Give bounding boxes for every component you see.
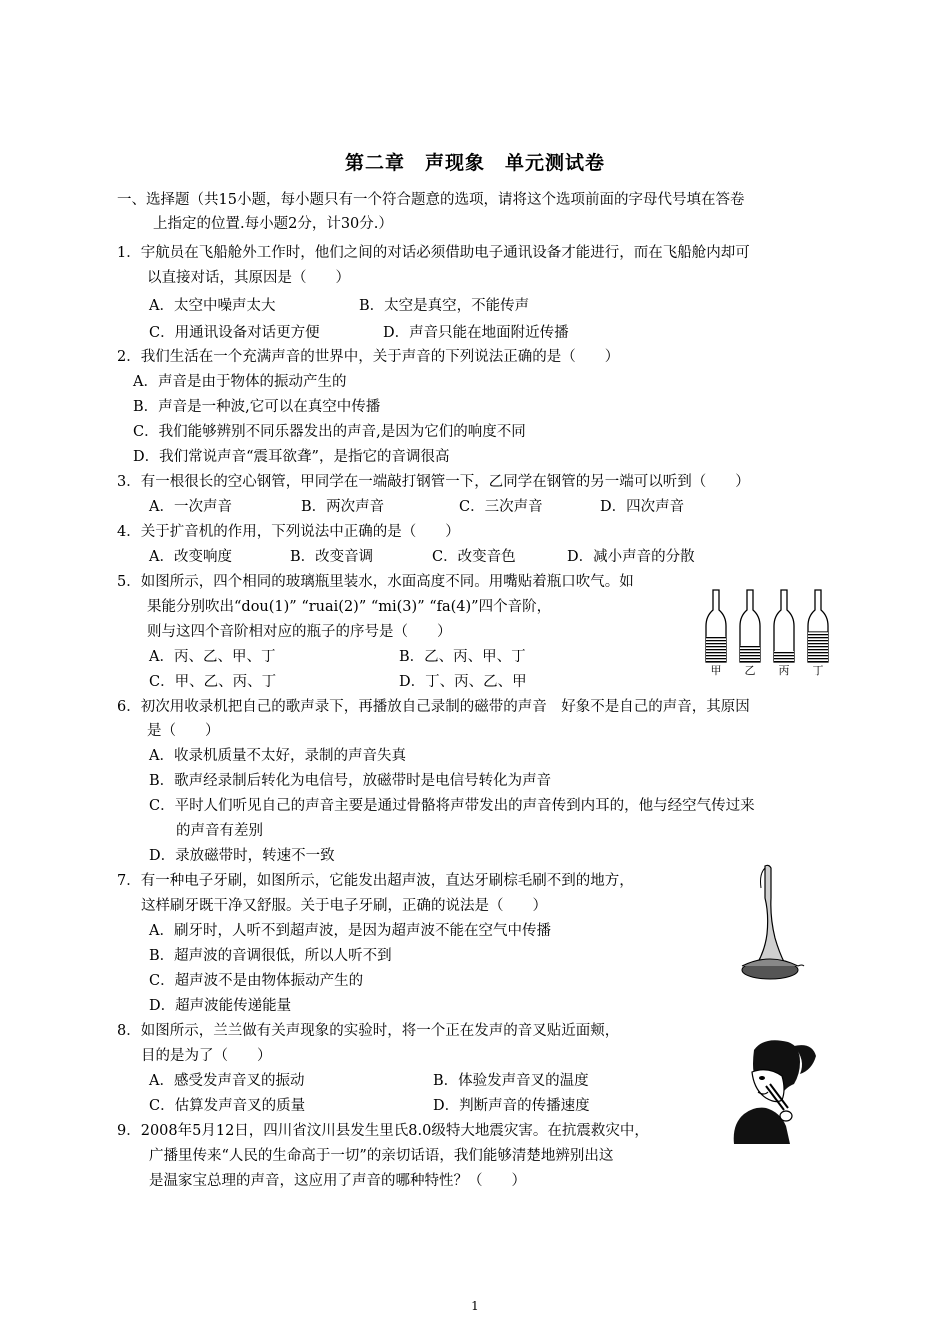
q4-option-d: D．减小声音的分散 xyxy=(567,549,695,565)
toothbrush-figure xyxy=(728,862,808,982)
q4-option-b: B．改变音调 xyxy=(290,549,374,565)
q8-option-d: D．判断声音的传播速度 xyxy=(433,1098,590,1114)
q5-stem-cont2: 则与这四个音阶相对应的瓶子的序号是（ ） xyxy=(147,624,452,640)
q8-option-b: B．体验发声音叉的温度 xyxy=(433,1073,589,1089)
q8-stem: 8．如图所示，兰兰做有关声现象的实验时，将一个正在发声的音叉贴近面颊， xyxy=(117,1023,620,1039)
q2-option-a: A．声音是由于物体的振动产生的 xyxy=(133,374,347,390)
q3-option-b: B．两次声音 xyxy=(301,499,385,515)
section-intro: 一、选择题（共15小题，每小题只有一个符合题意的选项，请将这个选项前面的字母代号填在答卷 xyxy=(117,192,745,208)
q9-stem-cont2: 是温家宝总理的声音，这应用了声音的哪种特性？（ ） xyxy=(149,1173,526,1189)
bottle-label: 乙 xyxy=(744,664,756,677)
q6-option-c-cont: 的声音有差别 xyxy=(176,823,263,839)
q5-option-c: C．甲、乙、丙、丁 xyxy=(149,674,277,690)
q6-option-a: A．收录机质量不太好，录制的声音失真 xyxy=(149,748,406,764)
q8-option-c: C．估算发声音叉的质量 xyxy=(149,1098,306,1114)
q5-stem: 5．如图所示，四个相同的玻璃瓶里装水，水面高度不同。用嘴贴着瓶口吹气。如 xyxy=(117,574,634,590)
girl-tuning-fork-figure xyxy=(724,1036,824,1144)
q3-stem: 3．有一根很长的空心钢管，甲同学在一端敲打钢管一下，乙同学在钢管的另一端可以听到（ ） xyxy=(117,474,750,490)
q7-option-c: C．超声波不是由物体振动产生的 xyxy=(149,973,364,989)
bottle-water xyxy=(740,646,760,662)
bottle-label: 丙 xyxy=(778,664,790,677)
q5-option-a: A．丙、乙、甲、丁 xyxy=(149,649,276,665)
q7-option-a: A．刷牙时，人听不到超声波，是因为超声波不能在空气中传播 xyxy=(149,923,551,939)
q6-option-b: B．歌声经录制后转化为电信号，放磁带时是电信号转化为声音 xyxy=(149,773,552,789)
q1-option-b: B．太空是真空，不能传声 xyxy=(359,298,530,314)
q2-option-b: B．声音是一种波,它可以在真空中传播 xyxy=(133,399,381,415)
bottle-water xyxy=(706,637,726,662)
q3-option-d: D．四次声音 xyxy=(600,499,685,515)
q8-stem-cont: 目的是为了（ ） xyxy=(141,1048,272,1064)
q4-stem: 4．关于扩音机的作用，下列说法中正确的是（ ） xyxy=(117,524,460,540)
bottle-water xyxy=(774,651,794,662)
q2-stem: 2．我们生活在一个充满声音的世界中，关于声音的下列说法正确的是（ ） xyxy=(117,349,620,365)
bottle-water xyxy=(808,631,828,662)
q6-stem-cont: 是（ ） xyxy=(147,723,220,739)
q1-stem: 1．宇航员在飞船舱外工作时，他们之间的对话必须借助电子通讯设备才能进行，而在飞船舱内却可 xyxy=(117,245,750,261)
q5-option-d: D．丁、丙、乙、甲 xyxy=(399,674,527,690)
q7-stem-cont: 这样刷牙既干净又舒服。关于电子牙刷，正确的说法是（ ） xyxy=(141,898,547,914)
q3-option-a: A．一次声音 xyxy=(149,499,232,515)
bottle-label: 甲 xyxy=(710,664,722,677)
q1-stem-cont: 以直接对话，其原因是（ ） xyxy=(147,270,350,286)
q5-stem-cont: 果能分别吹出“dou(1)” “ruai(2)” “mi(3)” “fa(4)”四个音阶， xyxy=(147,599,552,615)
q7-option-d: D．超声波能传递能量 xyxy=(149,998,292,1014)
q7-option-b: B．超声波的音调很低，所以人听不到 xyxy=(149,948,392,964)
q6-option-c: C．平时人们听见自己的声音主要是通过骨骼将声带发出的声音传到内耳的，他与经空气传过来 xyxy=(149,798,755,814)
q4-option-c: C．改变音色 xyxy=(432,549,516,565)
q4-option-a: A．改变响度 xyxy=(149,549,232,565)
bottle-label: 丁 xyxy=(812,664,824,677)
q5-option-b: B．乙、丙、甲、丁 xyxy=(399,649,526,665)
bottle xyxy=(774,590,794,677)
q6-option-d: D．录放磁带时，转速不一致 xyxy=(149,848,335,864)
bottle xyxy=(706,590,726,677)
q2-option-d: D．我们常说声音“震耳欲聋”，是指它的音调很高 xyxy=(133,449,450,465)
bottles-figure xyxy=(700,586,840,678)
q7-stem: 7．有一种电子牙刷，如图所示，它能发出超声波，直达牙刷棕毛刷不到的地方， xyxy=(117,873,634,889)
q8-option-a: A．感受发声音叉的振动 xyxy=(149,1073,305,1089)
q1-option-c: C．用通讯设备对话更方便 xyxy=(149,325,320,341)
q2-option-c: C．我们能够辨别不同乐器发出的声音,是因为它们的响度不同 xyxy=(133,424,526,440)
section-intro-cont: 上指定的位置.每小题2分，计30分.） xyxy=(153,216,393,232)
q6-stem: 6．初次用收录机把自己的歌声录下，再播放自己录制的磁带的声音 好象不是自己的声音，其原因 xyxy=(117,699,750,715)
q1-option-d: D．声音只能在地面附近传播 xyxy=(383,325,569,341)
q1-option-a: A．太空中噪声太大 xyxy=(149,298,276,314)
q9-stem: 9．2008年5月12日，四川省汶川县发生里氏8.0级特大地震灾害。在抗震救灾中， xyxy=(117,1123,649,1139)
bottle xyxy=(740,590,760,677)
bottle xyxy=(808,590,828,677)
page-number: 1 xyxy=(471,1299,479,1313)
page-title: 第二章 声现象 单元测试卷 xyxy=(344,152,605,174)
q3-option-c: C．三次声音 xyxy=(459,499,543,515)
q9-stem-cont: 广播里传来“人民的生命高于一切”的亲切话语，我们能够清楚地辨别出这 xyxy=(149,1148,614,1164)
